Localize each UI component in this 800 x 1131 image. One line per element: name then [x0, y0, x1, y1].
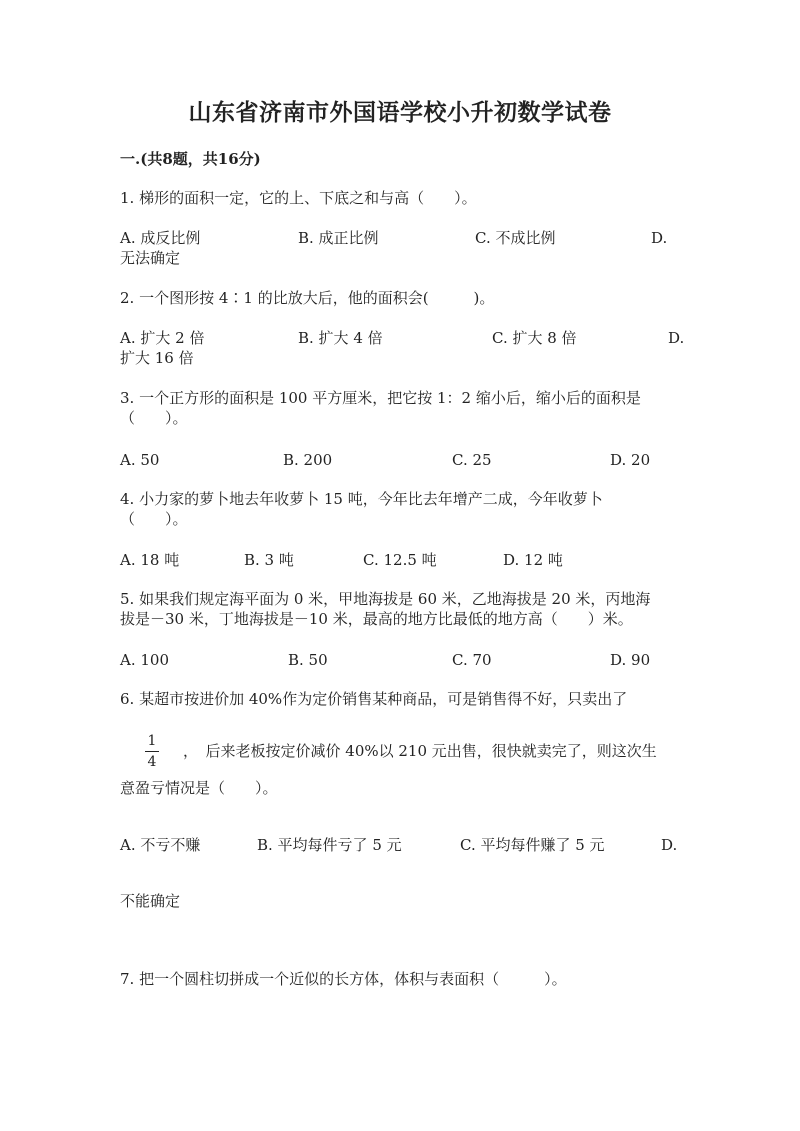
- option-a: A. 18 吨: [120, 551, 180, 569]
- question-text-continued: （ ）。: [120, 409, 188, 427]
- fraction-bar: [145, 751, 159, 752]
- option-a: A. 成反比例: [120, 229, 201, 247]
- question-text: 7. 把一个圆柱切拼成一个近似的长方体，体积与表面积（ ）。: [120, 970, 567, 988]
- option-b: B. 200: [283, 451, 333, 469]
- option-b: B. 成正比例: [298, 229, 379, 247]
- option-c: C. 25: [452, 451, 492, 469]
- option-c: C. 70: [452, 651, 492, 669]
- question-text: 3. 一个正方形的面积是 100 平方厘米，把它按 1：2 缩小后，缩小后的面积是: [120, 389, 641, 407]
- option-d-text: 无法确定: [120, 249, 181, 267]
- option-d: D.: [651, 229, 668, 247]
- option-b: B. 扩大 4 倍: [298, 329, 383, 347]
- option-d: D. 20: [610, 451, 651, 469]
- option-d: D. 90: [610, 651, 651, 669]
- question-text: 2. 一个图形按 4∶1 的比放大后，他的面积会( )。: [120, 289, 495, 307]
- question-text-continued: 意盈亏情况是（ ）。: [120, 779, 278, 797]
- question-text: 5. 如果我们规定海平面为 0 米，甲地海拔是 60 米，乙地海拔是 20 米，丙地海: [120, 590, 651, 608]
- question-text-continued: 拔是－30 米，丁地海拔是－10 米，最高的地方比最低的地方高（ ）米。: [120, 610, 633, 628]
- option-c: C. 12.5 吨: [363, 551, 437, 569]
- page-title: 山东省济南市外国语学校小升初数学试卷: [188, 99, 612, 126]
- option-d: D.: [661, 836, 678, 854]
- option-d: D. 12 吨: [503, 551, 563, 569]
- fraction-one-quarter: [145, 733, 159, 770]
- option-a: A. 50: [120, 451, 160, 469]
- option-c: C. 平均每件赚了 5 元: [460, 836, 605, 854]
- question-text-continued: （ ）。: [120, 510, 188, 528]
- option-c: C. 不成比例: [475, 229, 556, 247]
- question-text-continued: ， 后来老板按定价减价 40%以 210 元出售，很快就卖完了，则这次生: [183, 742, 657, 760]
- option-c: C. 扩大 8 倍: [492, 329, 577, 347]
- option-a: A. 100: [120, 651, 169, 669]
- option-b: B. 3 吨: [244, 551, 294, 569]
- option-b: B. 平均每件亏了 5 元: [257, 836, 402, 854]
- section-heading: 一.(共8题，共16分): [120, 150, 261, 168]
- fraction-numerator: 1: [147, 733, 157, 749]
- option-b: B. 50: [288, 651, 328, 669]
- fraction-denominator: 4: [147, 754, 157, 770]
- option-a: A. 扩大 2 倍: [120, 329, 205, 347]
- question-text: 1. 梯形的面积一定，它的上、下底之和与高（ ）。: [120, 189, 477, 207]
- question-text: 6. 某超市按进价加 40%作为定价销售某种商品，可是销售得不好，只卖出了: [120, 690, 628, 708]
- option-a: A. 不亏不赚: [120, 836, 201, 854]
- option-d: D.: [668, 329, 685, 347]
- question-text: 4. 小力家的萝卜地去年收萝卜 15 吨，今年比去年增产二成，今年收萝卜: [120, 490, 603, 508]
- option-d-text: 不能确定: [120, 892, 181, 910]
- option-d-text: 扩大 16 倍: [120, 349, 194, 367]
